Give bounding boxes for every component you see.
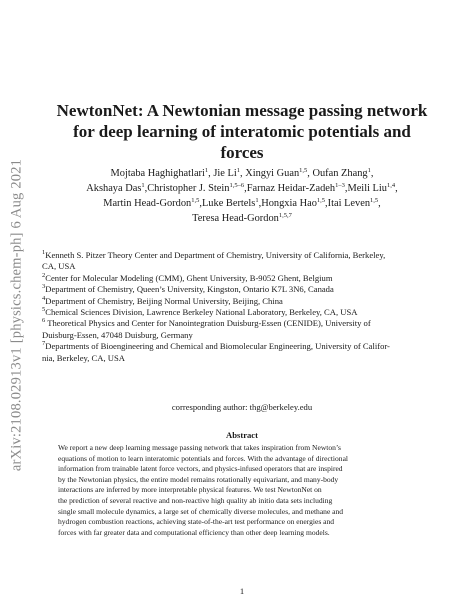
author: Martin Head-Gordon$^{1,5}$ xyxy=(103,197,200,209)
author: Oufan Zhang$^1$ xyxy=(312,167,371,179)
author: Akshaya Das$^1$ xyxy=(86,182,145,194)
author-line: Martin Head-Gordon$^{1,5}$,Luke Bertels$^1$,Hongxia Hao$^{1,5}$,Itai Leven$^{1,5}$, xyxy=(103,197,381,209)
author: Hongxia Hao$^{1,5}$ xyxy=(261,197,326,209)
author-line: Akshaya Das$^1$,Christopher J. Stein$^{1,5-6}$,Farnaz Heidar-Zadeh$^{1-3}$,Meili Liu$^{1,4}$, xyxy=(86,182,398,194)
abstract-line: single small molecule dynamics, a large set of chemically diverse molecules, and methane and xyxy=(58,506,344,516)
arxiv-stamp xyxy=(8,150,26,480)
author: Meili Liu$^{1,4}$ xyxy=(347,182,396,194)
author: Christopher J. Stein$^{1,5-6}$ xyxy=(147,182,245,194)
author-line: Mojtaba Haghighatlari$^1$, Jie Li$^1$, Xingyi Guan$^{1,5}$, Oufan Zhang$^1$, xyxy=(110,167,374,179)
corresponding-author: corresponding author: thg@berkeley.edu xyxy=(171,402,313,412)
title-line: for deep learning of interatomic potentials and xyxy=(73,122,411,141)
abstract-heading: Abstract xyxy=(226,430,258,440)
paper-title xyxy=(42,100,442,163)
author: Mojtaba Haghighatlari$^1$ xyxy=(110,167,209,179)
arxiv-identifier: arXiv:2108.02913v1 [physics.chem-ph] 6 Aug 2021 xyxy=(8,158,25,472)
affiliation: $^3$Department of Chemistry, Queen’s University, Kingston, Ontario K7L 3N6, Canada xyxy=(42,283,334,295)
affiliation: $^1$Kenneth S. Pitzer Theory Center and Department of Chemistry, University of California, Berkeley, CA, USA xyxy=(42,249,386,272)
abstract-line: by the Newtonian physics, the entire model remains rotationally equivariant, and many-body xyxy=(58,474,339,484)
abstract-line: interactions are inferred by more interpretable physical features. We test NewtonNet on xyxy=(58,485,322,495)
author: Xingyi Guan$^{1,5}$ xyxy=(245,167,308,179)
author: Jie Li$^1$ xyxy=(213,167,240,179)
abstract-line: forces with far greater data and computational efficiency than other deep learning models. xyxy=(58,527,330,537)
affiliation: $^7$Departments of Bioengineering and Chemical and Biomolecular Engineering, University of Califor- nia, Berkeley, CA, USA xyxy=(42,340,390,363)
affiliation-list xyxy=(42,250,442,364)
author-line xyxy=(42,211,442,226)
affiliation: $^5$Chemical Sciences Division, Lawrence Berkeley National Laboratory, Berkeley, CA, USA xyxy=(42,306,358,318)
abstract-body xyxy=(58,443,426,538)
author: Farnaz Heidar-Zadeh$^{1-3}$ xyxy=(246,182,345,194)
affiliation: $^4$Department of Chemistry, Beijing Normal University, Beijing, China xyxy=(42,294,283,306)
abstract-line: the prediction of several reactive and non-reactive high quality ab initio data sets including xyxy=(58,495,333,505)
abstract-line: We report a new deep learning message passing network that takes inspiration from Newton’s xyxy=(58,443,341,452)
page-number: 1 xyxy=(239,586,245,596)
affiliation: $^6$ Theoretical Physics and Center for Nanointegration Duisburg-Essen (CENIDE), University of Duisburg-Essen, 47048 Duisburg, Germany xyxy=(42,317,371,340)
affiliation: $^2$Center for Molecular Modeling (CMM), Ghent University, B-9052 Ghent, Belgium xyxy=(42,271,333,283)
author: Teresa Head-Gordon$^{1,5,7}$ xyxy=(192,212,292,224)
author: Itai Leven$^{1,5}$ xyxy=(327,197,379,209)
abstract-line: hydrogen combustion reactions, achieving state-of-the-art test performance on energies and xyxy=(58,517,335,527)
title-line: forces xyxy=(220,143,264,162)
abstract-line: equations of motion to learn interatomic potentials and forces. With the advantage of directional xyxy=(58,453,349,463)
paper-page xyxy=(42,0,442,613)
author-list xyxy=(42,166,442,226)
author: Luke Bertels$^1$ xyxy=(201,197,259,209)
title-line: NewtonNet: A Newtonian message passing network xyxy=(56,101,428,120)
abstract-line: information from trainable latent force vectors, and physics-infused operators that are inspired xyxy=(58,464,343,474)
